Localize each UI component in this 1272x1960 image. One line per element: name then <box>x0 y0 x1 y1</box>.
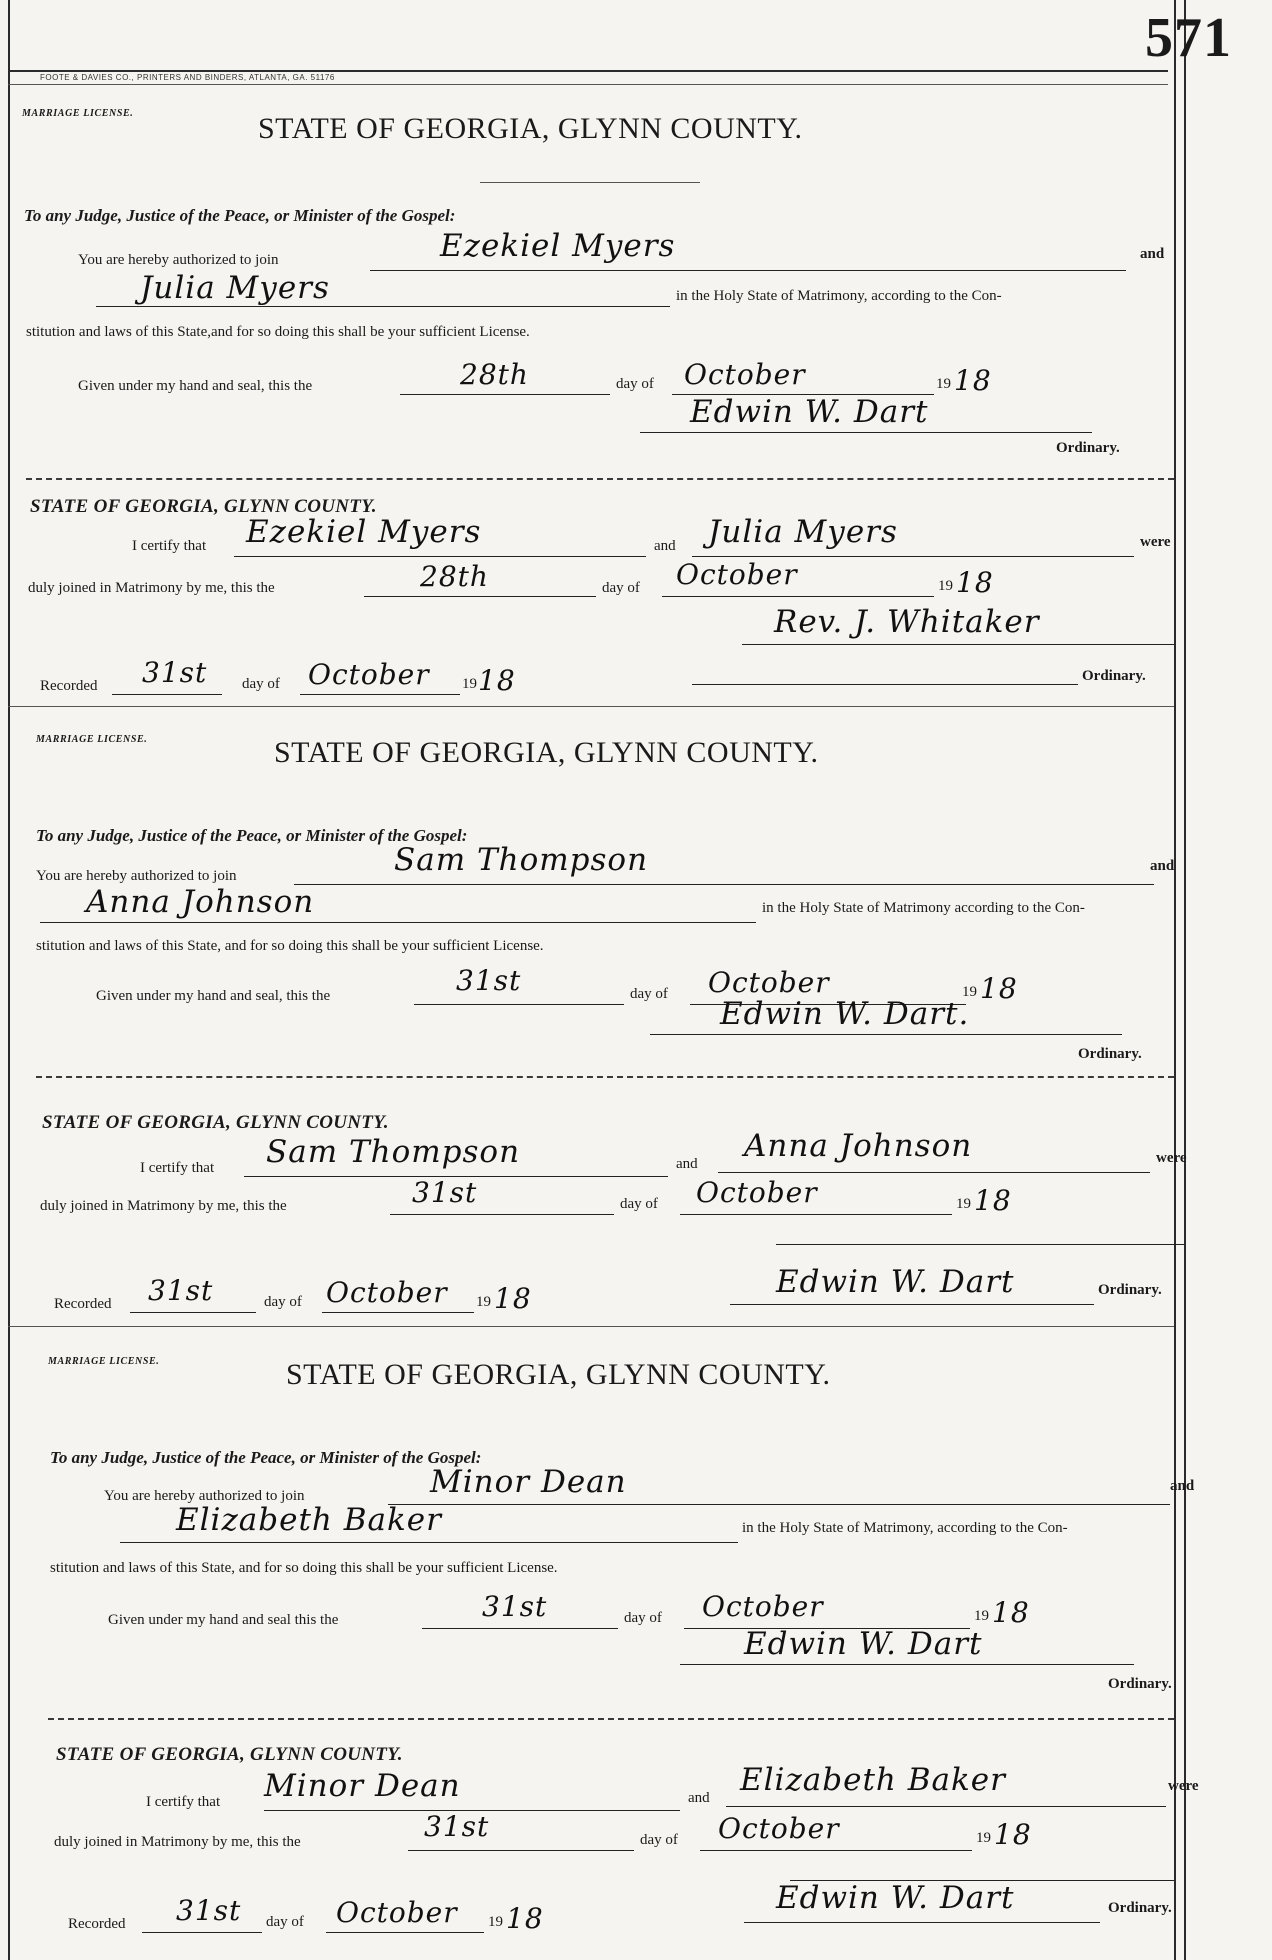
section-divider <box>26 478 1174 480</box>
license-day: 28th <box>460 358 529 391</box>
authorized-label: You are hereby authorized to join <box>36 868 237 884</box>
page-number: 571 <box>1145 7 1232 69</box>
given-label: Given under my hand and seal this the <box>108 1612 339 1628</box>
married-day-line <box>408 1850 634 1851</box>
married-year: 18 <box>956 566 994 599</box>
recorded-sig-line <box>744 1922 1100 1923</box>
certificate-heading: STATE OF GEORGIA, GLYNN COUNTY. <box>56 1744 403 1765</box>
given-label: Given under my hand and seal, this the <box>78 378 313 394</box>
recorded-signature: Edwin W. Dart <box>776 1264 1015 1300</box>
printer-imprint: FOOTE & DAVIES CO., PRINTERS AND BINDERS, ATLANTA, GA. 51176 <box>40 73 335 82</box>
left-margin-rule <box>8 0 10 1960</box>
license-tag: MARRIAGE LICENSE. <box>48 1356 160 1367</box>
license-day: 31st <box>456 964 522 997</box>
certify-label: I certify that <box>146 1794 221 1810</box>
groom-name: Ezekiel Myers <box>440 228 676 264</box>
recorded-month-line <box>326 1932 484 1933</box>
bride-line <box>120 1542 738 1543</box>
title-underline <box>480 182 700 183</box>
and-label: and <box>1140 246 1165 262</box>
cert-and-label: and <box>654 538 676 554</box>
married-day-of: day of <box>640 1832 678 1848</box>
ordinary-signature: Edwin W. Dart <box>690 394 929 430</box>
recorded-day-line <box>142 1932 262 1933</box>
recorded-year-prefix: 19 <box>488 1914 503 1930</box>
recorded-day: 31st <box>176 1894 242 1927</box>
married-month: October <box>696 1176 818 1209</box>
year-prefix: 19 <box>936 376 951 392</box>
holy-state-text: in the Holy State of Matrimony, according to the Con- <box>676 288 1002 304</box>
recorded-sig-line <box>692 684 1078 685</box>
license-title: STATE OF GEORGIA, GLYNN COUNTY. <box>258 112 803 145</box>
duly-label: duly joined in Matrimony by me, this the <box>40 1198 287 1214</box>
given-label: Given under my hand and seal, this the <box>96 988 331 1004</box>
married-day-line <box>364 596 596 597</box>
recorded-month: October <box>336 1896 458 1929</box>
cert-bride: Julia Myers <box>708 514 898 550</box>
record-divider <box>8 1326 1174 1327</box>
married-year: 18 <box>994 1818 1032 1851</box>
married-month-line <box>700 1850 972 1851</box>
license-month: October <box>702 1590 824 1623</box>
married-day: 31st <box>412 1176 478 1209</box>
cert-groom: Minor Dean <box>264 1768 461 1804</box>
groom-line <box>294 884 1154 885</box>
ordinary-label: Ordinary. <box>1108 1676 1172 1692</box>
recorded-ordinary: Ordinary. <box>1098 1282 1162 1298</box>
license-day-line <box>422 1628 618 1629</box>
recorded-day: 31st <box>148 1274 214 1307</box>
cert-and-label: and <box>676 1156 698 1172</box>
cert-bride-line <box>692 556 1134 557</box>
married-day: 28th <box>420 560 489 593</box>
constitution-text: stitution and laws of this State,and for so doing this shall be your sufficient License. <box>26 324 530 340</box>
certify-label: I certify that <box>132 538 207 554</box>
cert-groom-line <box>234 556 646 557</box>
license-tag: MARRIAGE LICENSE. <box>22 108 134 119</box>
recorded-year: 18 <box>494 1282 532 1315</box>
bride-name: Julia Myers <box>140 270 330 306</box>
officiant-line <box>776 1244 1184 1245</box>
recorded-label: Recorded <box>54 1296 112 1312</box>
constitution-text: stitution and laws of this State, and for so doing this shall be your sufficient License. <box>36 938 544 954</box>
addressee-line: To any Judge, Justice of the Peace, or Minister of the Gospel: <box>50 1448 482 1467</box>
recorded-label: Recorded <box>40 678 98 694</box>
married-day: 31st <box>424 1810 490 1843</box>
cert-and-label: and <box>688 1790 710 1806</box>
day-of-label: day of <box>616 376 654 392</box>
cert-bride-line <box>726 1806 1166 1807</box>
bride-line <box>96 306 670 307</box>
recorded-day-of: day of <box>242 676 280 692</box>
cert-bride: Elizabeth Baker <box>740 1762 1006 1798</box>
authorized-label: You are hereby authorized to join <box>78 252 279 268</box>
married-month: October <box>676 558 798 591</box>
recorded-ordinary: Ordinary. <box>1108 1900 1172 1916</box>
right-edge-rule <box>1184 0 1186 1960</box>
married-year-prefix: 19 <box>938 578 953 594</box>
section-divider <box>48 1718 1174 1720</box>
groom-line <box>370 270 1126 271</box>
married-year-prefix: 19 <box>976 1830 991 1846</box>
ordinary-sig-line <box>640 432 1092 433</box>
certify-label: I certify that <box>140 1160 215 1176</box>
addressee-line: To any Judge, Justice of the Peace, or Minister of the Gospel: <box>24 206 456 225</box>
cert-bride: Anna Johnson <box>744 1128 973 1164</box>
bride-name: Elizabeth Baker <box>176 1502 442 1538</box>
holy-state-text: in the Holy State of Matrimony according to the Con- <box>762 900 1085 916</box>
recorded-signature: Edwin W. Dart <box>776 1880 1015 1916</box>
license-year: 18 <box>954 364 992 397</box>
recorded-day: 31st <box>142 656 208 689</box>
license-day-line <box>400 394 610 395</box>
recorded-ordinary: Ordinary. <box>1082 668 1146 684</box>
recorded-year-prefix: 19 <box>462 676 477 692</box>
top-rule <box>8 70 1168 72</box>
license-day: 31st <box>482 1590 548 1623</box>
addressee-line: To any Judge, Justice of the Peace, or Minister of the Gospel: <box>36 826 468 845</box>
married-month: October <box>718 1812 840 1845</box>
recorded-day-line <box>130 1312 256 1313</box>
ordinary-signature: Edwin W. Dart. <box>720 996 970 1032</box>
recorded-month-line <box>300 694 460 695</box>
and-label: and <box>1170 1478 1195 1494</box>
married-day-of: day of <box>620 1196 658 1212</box>
constitution-text: stitution and laws of this State, and for so doing this shall be your sufficient License. <box>50 1560 558 1576</box>
recorded-year-prefix: 19 <box>476 1294 491 1310</box>
year-prefix: 19 <box>962 984 977 1000</box>
section-divider <box>36 1076 1174 1078</box>
recorded-month-line <box>322 1312 474 1313</box>
ordinary-signature: Edwin W. Dart <box>744 1626 983 1662</box>
recorded-sig-line <box>730 1304 1094 1305</box>
married-year: 18 <box>974 1184 1012 1217</box>
were-label: were <box>1156 1150 1187 1166</box>
married-year-prefix: 19 <box>956 1196 971 1212</box>
recorded-day-of: day of <box>264 1294 302 1310</box>
married-month-line <box>680 1214 952 1215</box>
cert-groom: Sam Thompson <box>266 1134 521 1170</box>
holy-state-text: in the Holy State of Matrimony, according to the Con- <box>742 1520 1068 1536</box>
duly-label: duly joined in Matrimony by me, this the <box>28 580 275 596</box>
recorded-month: October <box>326 1276 448 1309</box>
married-day-of: day of <box>602 580 640 596</box>
day-of-label: day of <box>630 986 668 1002</box>
ordinary-sig-line <box>650 1034 1122 1035</box>
day-of-label: day of <box>624 1610 662 1626</box>
groom-line <box>388 1504 1170 1505</box>
license-month: October <box>684 358 806 391</box>
license-year: 18 <box>992 1596 1030 1629</box>
authorized-label: You are hereby authorized to join <box>104 1488 305 1504</box>
groom-name: Sam Thompson <box>394 842 649 878</box>
were-label: were <box>1140 534 1171 550</box>
were-label: were <box>1168 1778 1199 1794</box>
officiant-line <box>742 644 1174 645</box>
recorded-year: 18 <box>506 1902 544 1935</box>
recorded-day-of: day of <box>266 1914 304 1930</box>
record-divider <box>8 706 1174 707</box>
license-title: STATE OF GEORGIA, GLYNN COUNTY. <box>286 1358 831 1391</box>
license-year: 18 <box>980 972 1018 1005</box>
recorded-year: 18 <box>478 664 516 697</box>
recorded-label: Recorded <box>68 1916 126 1932</box>
and-label: and <box>1150 858 1175 874</box>
duly-label: duly joined in Matrimony by me, this the <box>54 1834 301 1850</box>
recorded-day-line <box>112 694 222 695</box>
ordinary-label: Ordinary. <box>1078 1046 1142 1062</box>
cert-groom: Ezekiel Myers <box>246 514 482 550</box>
married-month-line <box>662 596 934 597</box>
top-rule-inner <box>8 84 1168 85</box>
license-month: October <box>708 966 830 999</box>
license-title: STATE OF GEORGIA, GLYNN COUNTY. <box>274 736 819 769</box>
certificate-heading: STATE OF GEORGIA, GLYNN COUNTY. <box>30 496 377 517</box>
bride-name: Anna Johnson <box>86 884 315 920</box>
license-tag: MARRIAGE LICENSE. <box>36 734 148 745</box>
married-day-line <box>390 1214 614 1215</box>
officiant-signature: Rev. J. Whitaker <box>774 604 1040 640</box>
certificate-heading: STATE OF GEORGIA, GLYNN COUNTY. <box>42 1112 389 1133</box>
bride-line <box>40 922 756 923</box>
license-day-line <box>414 1004 624 1005</box>
right-margin-rule <box>1174 0 1176 1960</box>
ordinary-sig-line <box>680 1664 1134 1665</box>
groom-name: Minor Dean <box>430 1464 627 1500</box>
cert-bride-line <box>718 1172 1150 1173</box>
ordinary-label: Ordinary. <box>1056 440 1120 456</box>
year-prefix: 19 <box>974 1608 989 1624</box>
recorded-month: October <box>308 658 430 691</box>
